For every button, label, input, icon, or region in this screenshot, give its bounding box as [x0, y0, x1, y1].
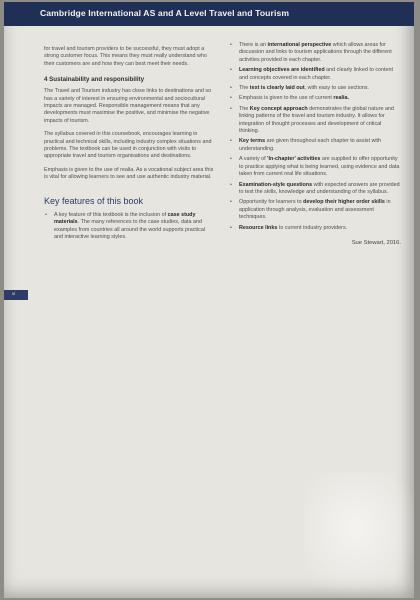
list-item: • There is an international perspective which allows areas for discussion and links to tourism applications through the different activities provided in each chapter.	[230, 42, 392, 63]
left-column	[44, 46, 214, 244]
right-column	[229, 42, 401, 247]
bullet-icon: •	[230, 42, 232, 48]
page-number-tab	[4, 290, 28, 300]
list-item: • Opportunity for learners to develop their higher order skills in application through analysis, evaluation and assessment techniques.	[230, 199, 391, 221]
light-glare	[304, 472, 414, 598]
bullet-icon: •	[230, 95, 232, 102]
bullet-icon: •	[230, 156, 232, 163]
list-item: • A variety of 'In-chapter' activities are supplied to offer opportunity to practice applying what is being learned, using evidence and data taken from current real life situations.	[230, 156, 400, 178]
bullet-icon: •	[230, 138, 232, 145]
list-item: • The text is clearly laid out, with easy to use sections.	[230, 85, 370, 92]
book-page	[4, 2, 414, 598]
list-item: • Resource links to current industry providers.	[230, 224, 348, 231]
list-item: • The Key concept approach demonstrates the global nature and linking patterns of the travel and tourism industry. It allows for integration of thought processes and development of critical thinking.	[230, 105, 394, 135]
author-signature: Sue Stewart, 2016.	[351, 239, 401, 246]
paragraph-syllabus: The syllabus covered in this coursebook, encourages learning in practical and technical skills, including industry complex situations and problems. The textbook can be used in conjunction with visits to appropriate travel and tourism organisations and destinations.	[44, 131, 212, 160]
header-title: Cambridge International AS and A Level Travel and Tourism	[40, 8, 290, 18]
list-item: • A key feature of this textbook is the inclusion of case study materials. The many references to the case studies, data and examples from countries all around the world supports practical and interactive learning styles.	[45, 211, 206, 240]
bullet-icon: •	[230, 181, 232, 188]
key-features-list-left	[44, 212, 214, 242]
key-features-list-right	[229, 42, 401, 232]
bullet-icon: •	[230, 199, 232, 206]
paragraph-realia: Emphasis is given to the use of realia. As a vocational subject area this is vital for allowing learners to see and use authentic industry material.	[44, 166, 214, 181]
bullet-icon: •	[230, 224, 232, 231]
key-features-heading: Key features of this book	[44, 195, 144, 206]
bullet-icon: •	[230, 85, 232, 92]
running-header	[4, 2, 414, 26]
bullet-icon: •	[45, 211, 47, 218]
list-item: • Emphasis is given to the use of current realia.	[230, 95, 349, 102]
paragraph-sustainability: The Travel and Tourism industry has close links to destinations and so has a variety of interest in ensuring environmental and sociocultural impacts are managed. Responsible management means that any developments must maximise the positive, and minimise the negative impacts of tourism.	[44, 88, 212, 124]
page-number: vi	[12, 291, 16, 296]
list-item: • Examination-style questions with expected answers are provided to test the skills, knowledge and understanding of the syllabus.	[230, 181, 400, 195]
section-heading: 4 Sustainability and responsibility	[44, 76, 145, 84]
bullet-icon: •	[230, 105, 232, 112]
intro-paragraph: for travel and tourism providers to be successful, they must adopt a strong customer focus. This means they must really understand who their customers are and how they can best meet their needs.	[44, 46, 207, 67]
list-item: • Learning objectives are identified and clearly linked to content and concepts covered in each chapter.	[230, 67, 394, 81]
list-item: • Key terms are given throughout each chapter to assist with understanding.	[230, 138, 382, 152]
bullet-icon: •	[230, 67, 232, 74]
